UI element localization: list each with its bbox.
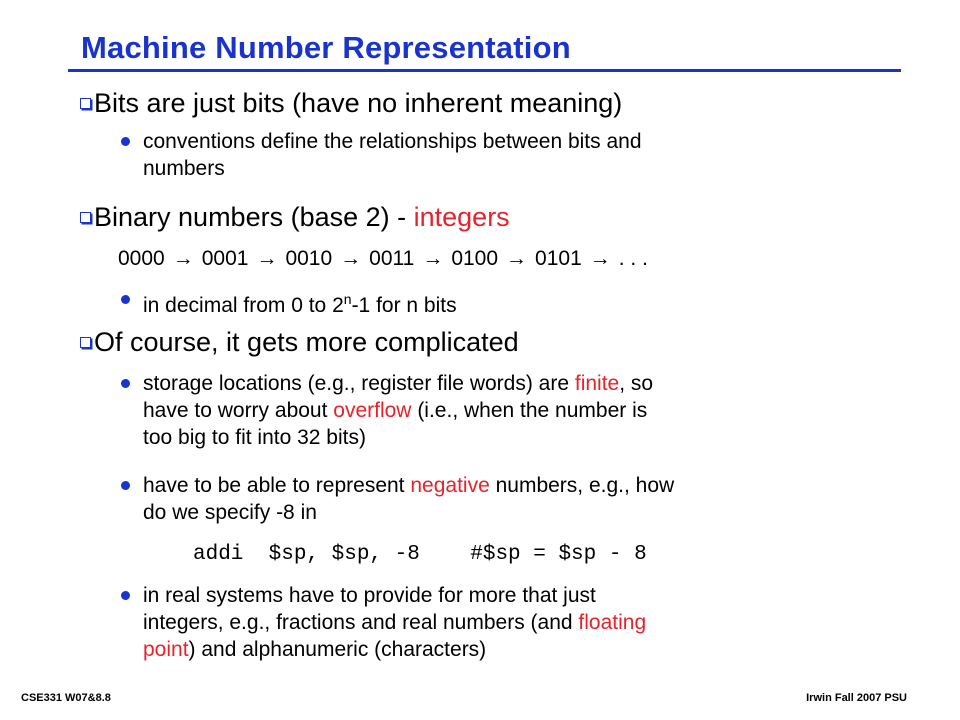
storage-text: storage locations (e.g., register file words) are [143,372,575,395]
bits-heading: Bits are just bits (have no inherent meaning) [94,88,623,118]
real-text: ) and alphanumeric (characters) [188,638,487,661]
binary-sequence [118,245,648,272]
bullet-dot-icon [121,481,130,490]
code-example: addi $sp, $sp, -8 #$sp = $sp - 8 [193,543,647,566]
title-underline [68,69,901,72]
negative-line-2: do we specify -8 in [143,501,317,524]
binary-heading-highlight: integers [413,202,510,232]
right-arrow-icon: → [172,247,194,270]
storage-line-3: too big to fit into 32 bits) [143,426,366,449]
negative-highlight: negative [410,474,490,497]
slide-title: Machine Number Representation [81,30,571,65]
decimal-range-text: in decimal from 0 to 2 [143,294,344,317]
overflow-highlight: overflow [333,399,412,422]
right-arrow-icon: → [340,247,362,270]
footer-author: Irwin Fall 2007 PSU [806,692,907,704]
storage-line-2 [143,397,863,424]
right-arrow-icon: → [256,247,278,270]
bullet-dot-icon [121,379,130,388]
binary-value: 0010 [285,247,333,270]
binary-value: 0101 [535,247,582,270]
decimal-exponent: n [343,291,352,307]
real-line-2 [143,609,863,636]
decimal-range-suffix: -1 for n bits [351,294,457,317]
real-systems-subpoint [143,582,863,663]
real-line-3 [143,636,863,663]
footer-course: CSE331 W07&8.8 [21,692,111,704]
negative-text: have to be able to represent [143,474,411,497]
floating-highlight: floating [578,611,647,634]
storage-text: , so [619,372,654,395]
right-arrow-icon: → [589,247,611,270]
bits-subpoint-line-2: numbers [143,157,225,180]
binary-value: 0000 [118,247,165,270]
bullet-square-icon [80,337,91,348]
point-highlight: point [143,638,189,661]
binary-heading-text: Binary numbers (base 2) - [94,202,414,232]
ellipsis: . . . [618,247,648,270]
bullet-square-icon [80,212,91,223]
binary-heading [94,201,510,233]
bits-subpoint-line-1: conventions define the relationships between bits and [143,130,642,153]
right-arrow-icon: → [422,247,444,270]
real-text: integers, e.g., fractions and real numbers (and [143,611,579,634]
negative-text: numbers, e.g., how [489,474,675,497]
decimal-range-subpoint [143,286,863,319]
binary-value: 0100 [451,247,499,270]
negative-line-1 [143,472,863,499]
bullet-dot-icon [121,137,130,146]
finite-highlight: finite [574,372,620,395]
binary-value: 0001 [201,247,249,270]
storage-text: have to worry about [143,399,334,422]
bullet-dot-icon [121,591,130,600]
complicated-heading: Of course, it gets more complicated [94,327,519,357]
storage-subpoint [143,370,863,451]
bullet-square-icon [80,98,91,109]
bits-subpoint [143,128,863,182]
bullet-dot-icon [121,295,130,304]
negative-subpoint [143,472,863,526]
real-line-1: in real systems have to provide for more that just [143,584,596,607]
storage-line-1 [143,370,863,397]
binary-value: 0011 [369,247,415,270]
right-arrow-icon: → [506,247,528,270]
storage-text: (i.e., when the number is [411,399,648,422]
